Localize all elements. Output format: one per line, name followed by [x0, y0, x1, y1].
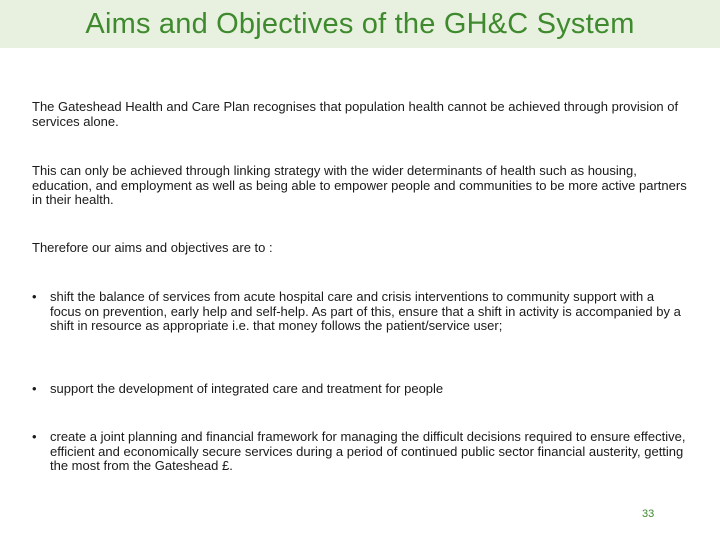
paragraph-aims-lead: Therefore our aims and objectives are to : — [32, 240, 273, 255]
bullet-marker: • — [32, 429, 37, 444]
paragraph-intro: The Gateshead Health and Care Plan recognises that population health cannot be achieved through provision of services alone. — [32, 99, 679, 129]
page-number: 33 — [642, 508, 655, 520]
bullet-text: create a joint planning and financial framework for managing the difficult decisions required to ensure effective, efficient and economically secure services during a period of continued public sector financial austerity, getting the most from the Gateshead £. — [50, 429, 686, 473]
bullet-text: support the development of integrated care and treatment for people — [50, 381, 444, 396]
bullet-marker: • — [32, 289, 37, 304]
paragraph-linking-strategy: This can only be achieved through linking strategy with the wider determinants of health such as housing, education, and employment as well as being able to empower people and communities to be more active partners in their health. — [32, 163, 687, 207]
slide-title: Aims and Objectives of the GH&C System — [85, 8, 635, 40]
bullet-marker: • — [32, 381, 37, 396]
bullet-text: shift the balance of services from acute hospital care and crisis interventions to community support with a focus on prevention, early help and self-help. As part of this, ensure that a shift in activity is accompanied by a shift in resource as appropriate i.e. that money follows the patient/service user; — [50, 289, 681, 333]
